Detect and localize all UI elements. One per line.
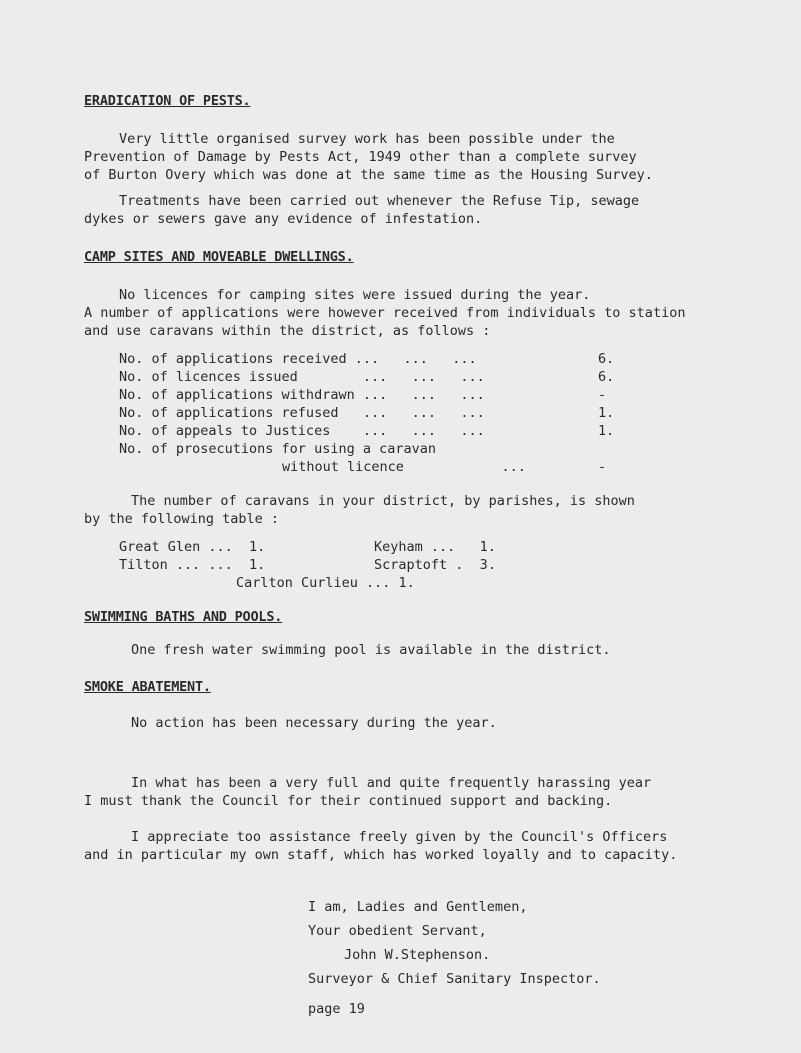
closing-paragraph-line: I appreciate too assistance freely given by the Council's Officers <box>131 829 668 845</box>
parish-entry: Great Glen ... 1. <box>119 539 266 555</box>
parish-entry: Tilton ... ... 1. <box>119 557 266 573</box>
stat-value: - <box>598 459 607 475</box>
pests-paragraph-line: Prevention of Damage by Pests Act, 1949 other than a complete survey <box>84 149 637 165</box>
parish-entry: Scraptoft . 3. <box>374 557 496 573</box>
camps-paragraph-line: and use caravans within the district, as follows : <box>84 323 491 339</box>
stat-value: 6. <box>598 351 615 367</box>
parish-entry: Carlton Curlieu ... 1. <box>236 575 415 591</box>
signoff-line: John W.Stephenson. <box>344 947 491 963</box>
swimming-paragraph: One fresh water swimming pool is available in the district. <box>131 642 611 658</box>
stat-label: No. of applications withdrawn ... ... ... <box>119 387 485 403</box>
stat-label: without licence ... <box>282 459 526 475</box>
stat-label: No. of applications received ... ... ... <box>119 351 477 367</box>
smoke-paragraph: No action has been necessary during the year. <box>131 715 497 731</box>
stat-label: No. of appeals to Justices ... ... ... <box>119 423 485 439</box>
closing-paragraph-line: I must thank the Council for their continued support and backing. <box>84 793 613 809</box>
signoff-line: Your obedient Servant, <box>308 923 487 939</box>
signoff-line: I am, Ladies and Gentlemen, <box>308 899 528 915</box>
pests-paragraph-line: Treatments have been carried out whenever the Refuse Tip, sewage <box>119 193 640 209</box>
closing-paragraph-line: In what has been a very full and quite frequently harassing year <box>131 775 652 791</box>
signoff-line: Surveyor & Chief Sanitary Inspector. <box>308 971 601 987</box>
pests-paragraph-line: dykes or sewers gave any evidence of infestation. <box>84 211 483 227</box>
stat-value: 6. <box>598 369 615 385</box>
camps-paragraph-line: A number of applications were however received from individuals to station <box>84 305 686 321</box>
stat-value: - <box>598 387 607 403</box>
stat-label: No. of applications refused ... ... ... <box>119 405 485 421</box>
closing-paragraph-line: and in particular my own staff, which has worked loyally and to capacity. <box>84 847 678 863</box>
camps-paragraph-line: No licences for camping sites were issued during the year. <box>119 287 591 303</box>
section-heading-swimming: SWIMMING BATHS AND POOLS. <box>84 609 283 625</box>
section-heading-pests: ERADICATION OF PESTS. <box>84 93 251 109</box>
stat-label: No. of prosecutions for using a caravan <box>119 441 436 457</box>
section-heading-camps: CAMP SITES AND MOVEABLE DWELLINGS. <box>84 249 354 265</box>
parish-entry: Keyham ... 1. <box>374 539 496 555</box>
camps-paragraph-line: by the following table : <box>84 511 280 527</box>
stat-value: 1. <box>598 405 615 421</box>
pests-paragraph-line: of Burton Overy which was done at the same time as the Housing Survey. <box>84 167 653 183</box>
section-heading-smoke: SMOKE ABATEMENT. <box>84 679 211 695</box>
stat-value: 1. <box>598 423 615 439</box>
pests-paragraph-line: Very little organised survey work has been possible under the <box>119 131 615 147</box>
camps-paragraph-line: The number of caravans in your district, by parishes, is shown <box>131 493 635 509</box>
page-number: page 19 <box>308 1001 365 1017</box>
stat-label: No. of licences issued ... ... ... <box>119 369 485 385</box>
